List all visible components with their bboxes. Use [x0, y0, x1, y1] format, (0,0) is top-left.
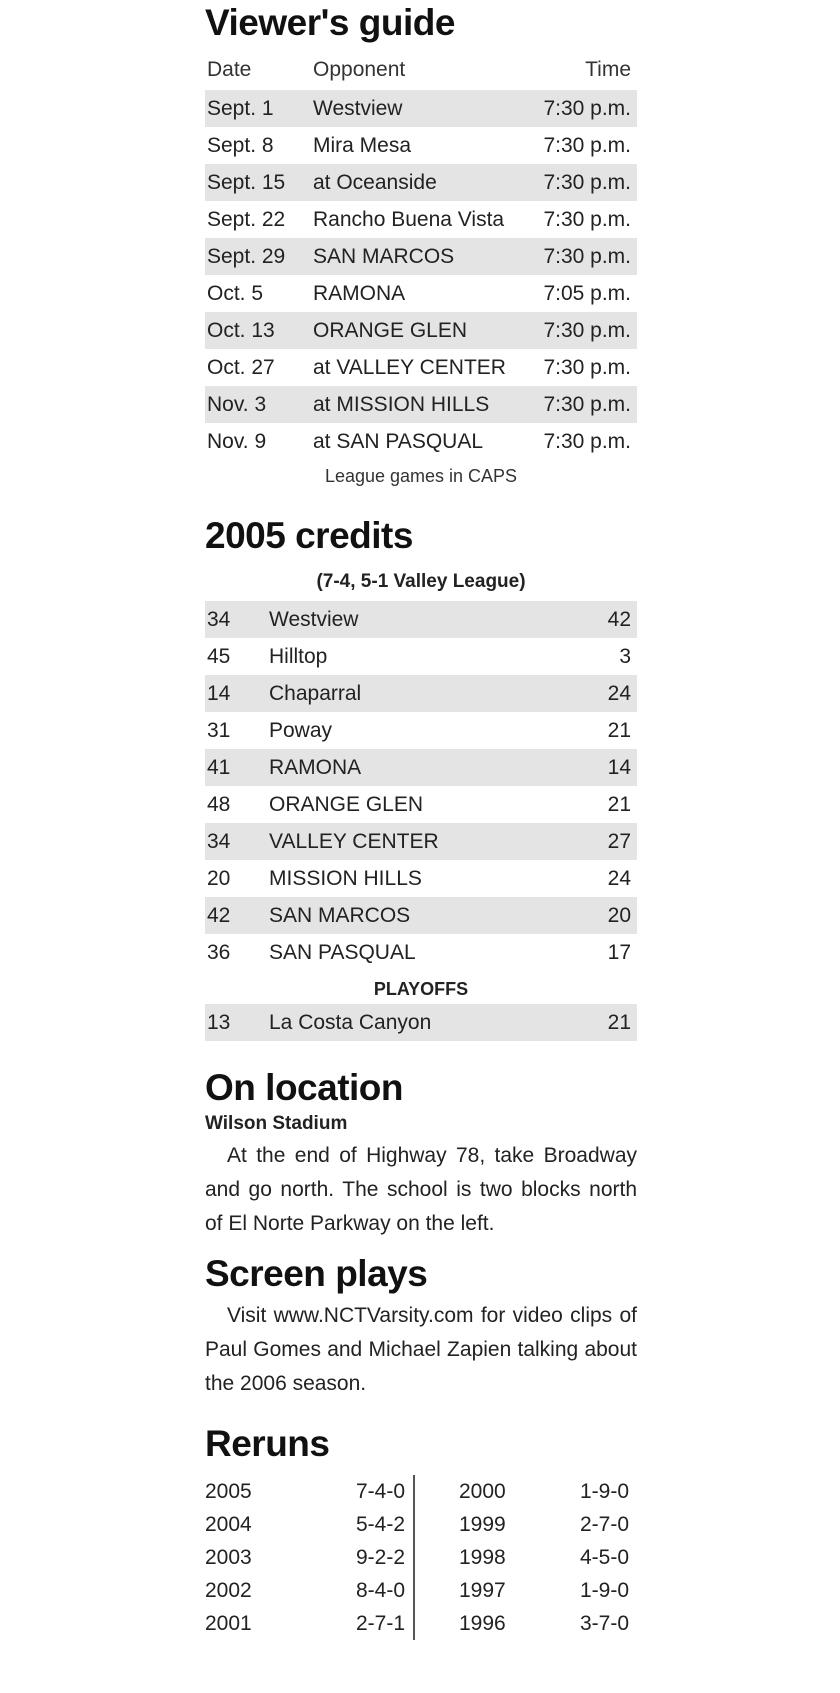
result-row [205, 749, 637, 786]
schedule-row [205, 201, 637, 238]
game-opponent: ORANGE GLEN [313, 318, 468, 342]
playoff-result-row [205, 1004, 637, 1041]
rerun-year: 1999 [458, 1512, 506, 1536]
directions-text: At the end of Highway 78, take Broadway and go north. The school is two blocks north of El Norte Parkway on the left. [205, 1144, 637, 1235]
our-score: 42 [207, 903, 231, 927]
sports-sidebar [205, 0, 637, 1640]
column-divider [413, 1475, 415, 1640]
rerun-row [205, 1607, 413, 1640]
game-time: 7:30 p.m. [543, 392, 631, 416]
game-opponent: at Oceanside [313, 170, 437, 194]
opponent-score: 3 [619, 644, 631, 668]
game-date: Sept. 15 [207, 170, 286, 194]
result-opponent: Chaparral [269, 681, 362, 705]
opponent-score: 14 [607, 755, 631, 779]
rerun-year: 1997 [458, 1578, 506, 1602]
game-opponent: Mira Mesa [313, 133, 412, 157]
rerun-row [429, 1574, 637, 1607]
game-opponent: at VALLEY CENTER [313, 355, 506, 379]
our-score: 41 [207, 755, 231, 779]
game-opponent: Westview [313, 96, 403, 120]
opponent-score: 42 [607, 607, 631, 631]
venue-name: Wilson Stadium [205, 1113, 348, 1134]
result-opponent: Hilltop [269, 644, 328, 668]
rerun-record: 9-2-2 [356, 1545, 406, 1569]
game-time: 7:30 p.m. [543, 318, 631, 342]
result-opponent: Poway [269, 718, 333, 742]
our-score: 34 [207, 607, 231, 631]
header-opponent: Opponent [313, 58, 406, 81]
reruns-left-column [205, 1475, 413, 1640]
game-time: 7:30 p.m. [543, 244, 631, 268]
schedule-header [205, 50, 637, 90]
screen-plays-title: Screen plays [205, 1253, 428, 1294]
rerun-row [205, 1541, 413, 1574]
rerun-year: 2002 [205, 1578, 252, 1602]
our-score: 45 [207, 644, 231, 668]
game-opponent: Rancho Buena Vista [313, 207, 505, 231]
result-row [205, 675, 637, 712]
game-date: Oct. 5 [207, 281, 264, 305]
result-opponent: RAMONA [269, 755, 362, 779]
opponent-score: 21 [607, 792, 631, 816]
reruns-title: Reruns [205, 1423, 330, 1464]
reruns-table [205, 1475, 637, 1640]
screen-plays-text: Visit www.NCTVarsity.com for video clips of Paul Gomes and Michael Zapien talking about the 2006 season. [205, 1304, 637, 1395]
game-time: 7:05 p.m. [543, 281, 631, 305]
opponent-score: 27 [607, 829, 631, 853]
header-date: Date [207, 58, 252, 81]
our-score: 36 [207, 940, 231, 964]
result-row [205, 823, 637, 860]
rerun-record: 1-9-0 [579, 1578, 629, 1602]
league-note: League games in CAPS [324, 466, 518, 486]
season-record: (7-4, 5-1 Valley League) [316, 571, 526, 592]
game-date: Sept. 29 [207, 244, 286, 268]
reruns-right-column [429, 1475, 637, 1640]
opponent-score: 17 [607, 940, 631, 964]
game-opponent: at SAN PASQUAL [313, 429, 484, 453]
our-score: 34 [207, 829, 231, 853]
opponent-score: 21 [607, 1010, 631, 1034]
credits-title: 2005 credits [205, 515, 413, 556]
rerun-year: 2005 [205, 1479, 252, 1503]
result-opponent: SAN PASQUAL [269, 940, 416, 964]
our-score: 31 [207, 718, 231, 742]
schedule-row [205, 164, 637, 201]
our-score: 14 [207, 681, 231, 705]
result-row [205, 601, 637, 638]
result-opponent: VALLEY CENTER [269, 829, 439, 853]
rerun-record: 5-4-2 [356, 1512, 406, 1536]
game-date: Oct. 27 [207, 355, 275, 379]
schedule-row [205, 238, 637, 275]
game-opponent: SAN MARCOS [313, 244, 455, 268]
game-time: 7:30 p.m. [543, 96, 631, 120]
result-row [205, 638, 637, 675]
result-opponent: SAN MARCOS [269, 903, 411, 927]
rerun-row [205, 1574, 413, 1607]
our-score: 48 [207, 792, 231, 816]
results-table [205, 601, 637, 971]
result-opponent: Westview [269, 607, 359, 631]
game-date: Sept. 8 [207, 133, 274, 157]
schedule-row [205, 275, 637, 312]
schedule-row [205, 127, 637, 164]
viewers-guide-title: Viewer's guide [205, 2, 455, 43]
rerun-record: 8-4-0 [356, 1578, 406, 1602]
result-row [205, 860, 637, 897]
rerun-year: 2001 [205, 1611, 252, 1635]
rerun-row [205, 1508, 413, 1541]
schedule-row [205, 312, 637, 349]
result-row [205, 712, 637, 749]
result-row [205, 897, 637, 934]
game-time: 7:30 p.m. [543, 355, 631, 379]
game-opponent: RAMONA [313, 281, 406, 305]
rerun-year: 2003 [205, 1545, 252, 1569]
game-date: Nov. 3 [207, 392, 267, 416]
game-time: 7:30 p.m. [543, 133, 631, 157]
rerun-row [429, 1607, 637, 1640]
result-opponent: MISSION HILLS [269, 866, 422, 890]
rerun-record: 3-7-0 [579, 1611, 629, 1635]
game-date: Oct. 13 [207, 318, 275, 342]
schedule-row [205, 349, 637, 386]
game-opponent: at MISSION HILLS [313, 392, 490, 416]
schedule-table [205, 90, 637, 460]
opponent-score: 21 [607, 718, 631, 742]
rerun-year: 1996 [458, 1611, 506, 1635]
game-date: Sept. 1 [207, 96, 274, 120]
playoffs-label: PLAYOFFS [373, 979, 469, 999]
opponent-score: 24 [607, 866, 631, 890]
game-time: 7:30 p.m. [543, 207, 631, 231]
result-row [205, 786, 637, 823]
game-date: Sept. 22 [207, 207, 286, 231]
game-time: 7:30 p.m. [543, 429, 631, 453]
rerun-record: 2-7-0 [579, 1512, 629, 1536]
opponent-score: 24 [607, 681, 631, 705]
opponent-score: 20 [607, 903, 631, 927]
game-time: 7:30 p.m. [543, 170, 631, 194]
rerun-record: 1-9-0 [579, 1479, 629, 1503]
result-opponent: La Costa Canyon [269, 1010, 432, 1034]
our-score: 20 [207, 866, 231, 890]
rerun-row [429, 1475, 637, 1508]
schedule-row [205, 423, 637, 460]
rerun-row [429, 1508, 637, 1541]
rerun-row [429, 1541, 637, 1574]
schedule-row [205, 90, 637, 127]
rerun-record: 7-4-0 [356, 1479, 406, 1503]
location-title: On location [205, 1067, 403, 1108]
result-opponent: ORANGE GLEN [269, 792, 424, 816]
rerun-row [205, 1475, 413, 1508]
rerun-record: 2-7-1 [356, 1611, 406, 1635]
rerun-year: 2000 [458, 1479, 506, 1503]
rerun-year: 2004 [205, 1512, 252, 1536]
header-time: Time [585, 58, 631, 81]
result-row [205, 934, 637, 971]
schedule-row [205, 386, 637, 423]
rerun-record: 4-5-0 [579, 1545, 629, 1569]
game-date: Nov. 9 [207, 429, 267, 453]
rerun-year: 1998 [458, 1545, 506, 1569]
our-score: 13 [207, 1010, 231, 1034]
